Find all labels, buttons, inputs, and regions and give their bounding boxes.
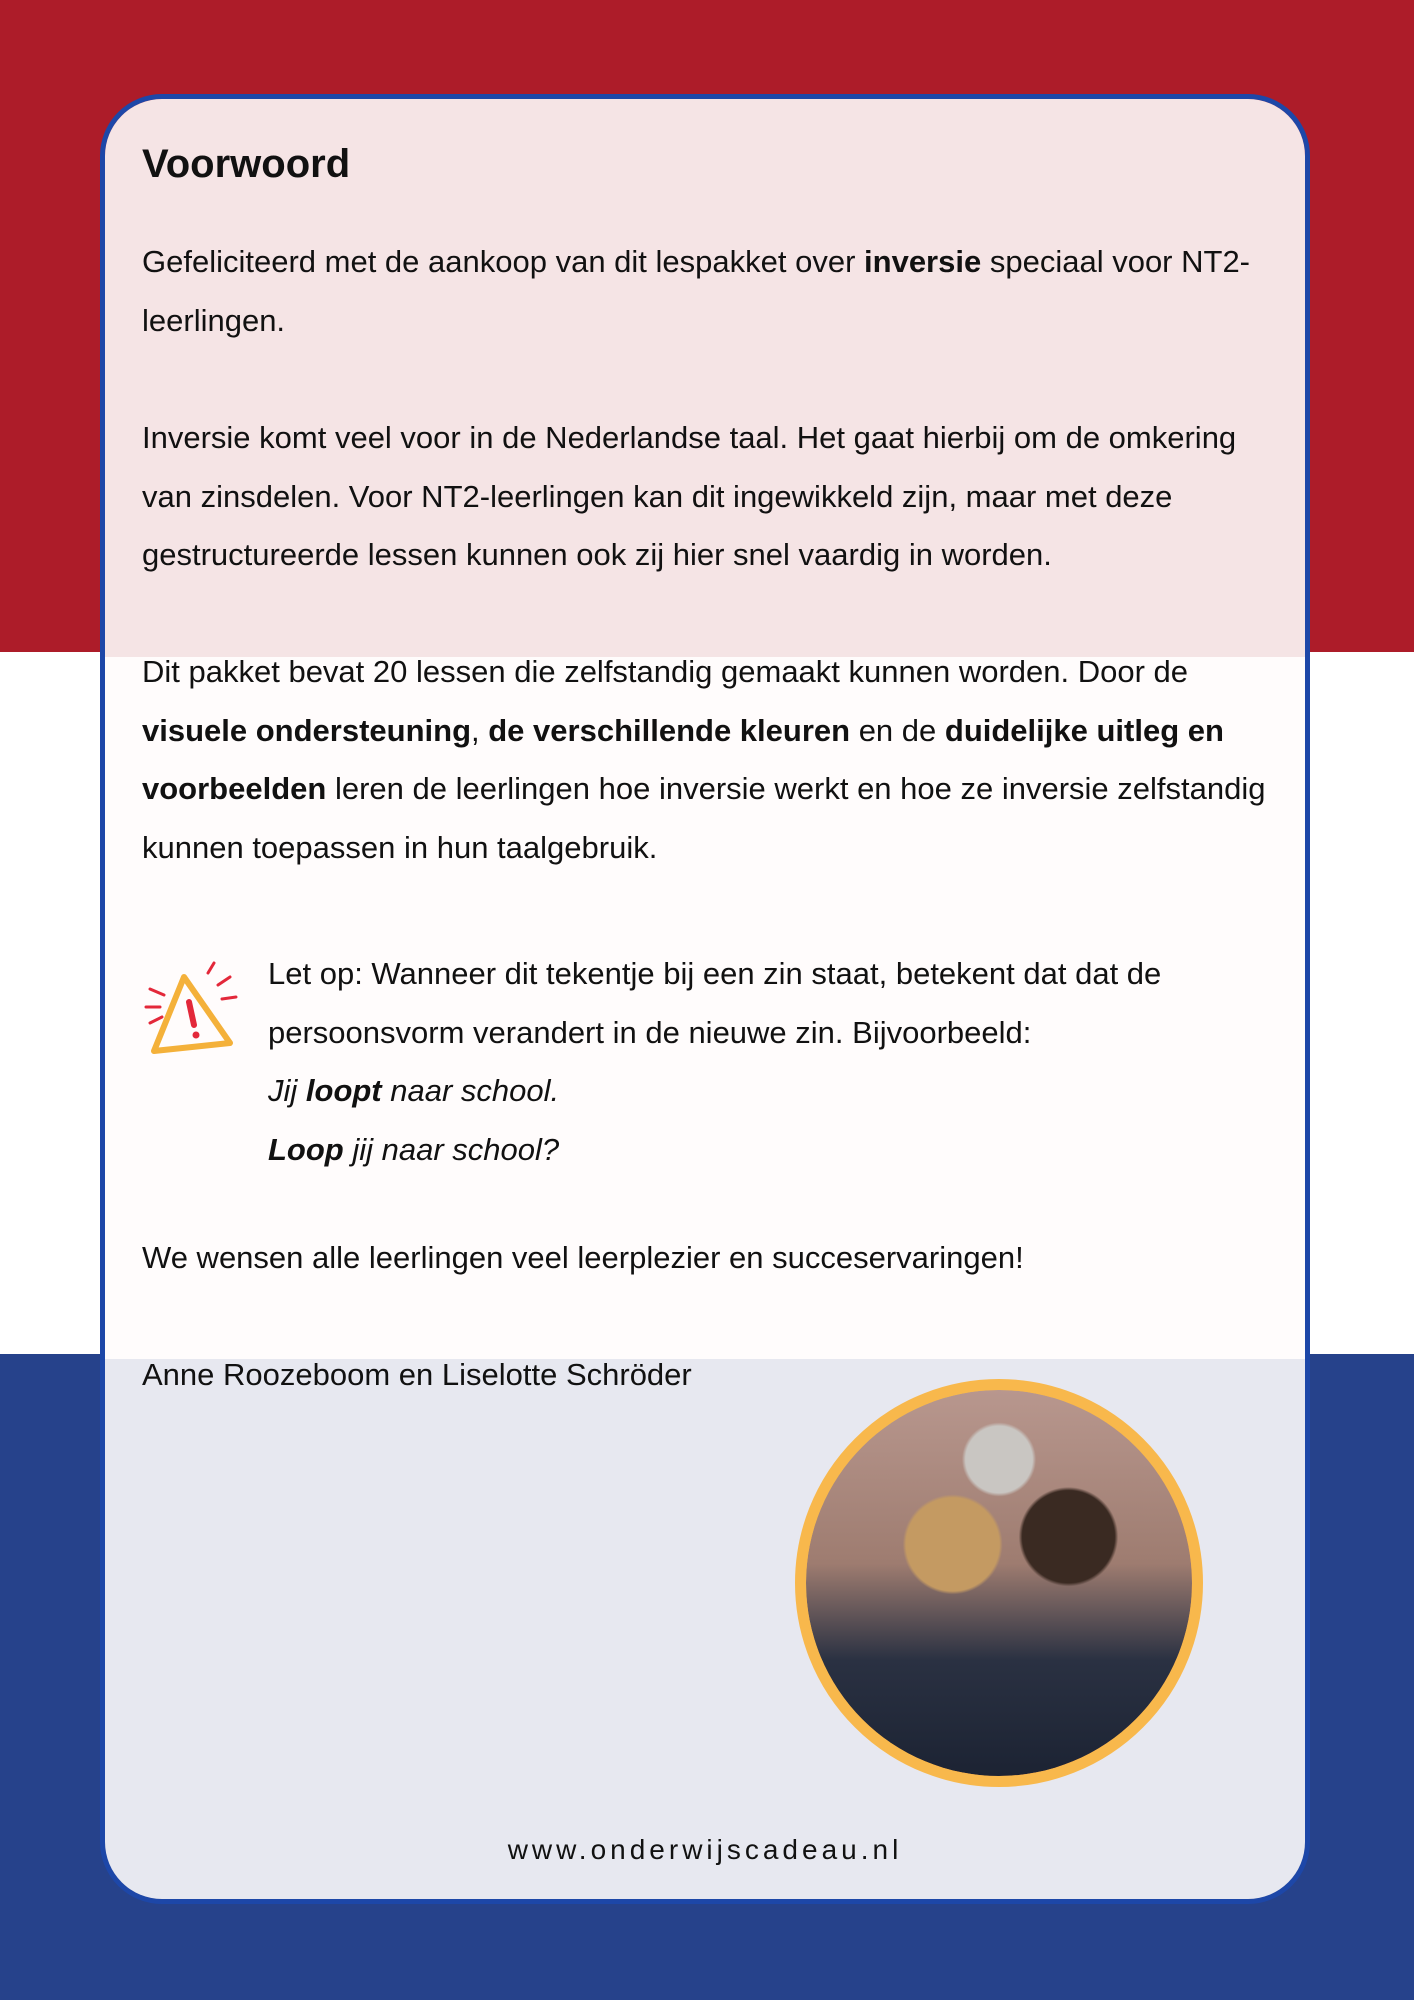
authors-photo — [795, 1379, 1203, 1787]
paragraph-wishes: We wensen alle leerlingen veel leerplezier en succeservaringen! — [142, 1240, 1024, 1275]
text: Gefeliciteerd met de aankoop van dit lespakket over — [142, 244, 865, 279]
text: speciaal voor NT2-leerlingen. — [142, 244, 1251, 338]
text: jij naar school? — [343, 1131, 560, 1167]
card-content — [142, 139, 1292, 1392]
text: leren de leerlingen hoe inversie werkt en hoe ze inversie zelfstandig kunnen toepassen in hun taalgebruik. — [142, 771, 1266, 865]
text: Dit pakket bevat 20 lessen die zelfstandig gemaakt kunnen worden. Door de — [142, 654, 1189, 689]
authors-photo-image — [806, 1390, 1192, 1776]
paragraph-package — [142, 643, 1292, 877]
example-sentence-1 — [268, 1062, 1288, 1121]
text: naar school. — [381, 1073, 560, 1108]
warning-text: Let op: Wanneer dit tekentje bij een zin staat, betekent dat dat de persoonsvorm verandert in de nieuwe zin. Bijvoorbeeld: — [268, 956, 1162, 1050]
bold-text: de verschillende kleuren — [488, 712, 851, 748]
signature-authors: Anne Roozeboom en Liselotte Schröder — [142, 1357, 692, 1392]
bold-text: Loop — [268, 1131, 344, 1167]
paragraph-intro — [142, 233, 1292, 350]
text: en de — [850, 712, 945, 748]
footer-website[interactable]: www.onderwijscadeau.nl — [507, 1834, 903, 1865]
warning-icon — [142, 955, 246, 1059]
bold-text: inversie — [864, 244, 982, 279]
warning-text-block — [268, 945, 1288, 1179]
foreword-card — [100, 94, 1310, 1904]
paragraph-inversion: Inversie komt veel voor in de Nederlandse taal. Het gaat hierbij om de omkering van zinsdelen. Voor NT2-leerlingen kan dit ingewikkeld zijn, maar met deze gestructureerde lessen kunnen ook zij hier snel vaardig in worden. — [142, 420, 1237, 572]
example-sentence-2 — [268, 1121, 1288, 1180]
bold-text: visuele ondersteuning — [142, 712, 472, 748]
bold-text: duidelijke uitleg en voorbeelden — [142, 712, 1224, 806]
bold-text: loopt — [305, 1073, 382, 1108]
page-title: Voorwoord — [142, 142, 351, 186]
text: Jij — [268, 1073, 306, 1108]
text: , — [471, 712, 489, 748]
